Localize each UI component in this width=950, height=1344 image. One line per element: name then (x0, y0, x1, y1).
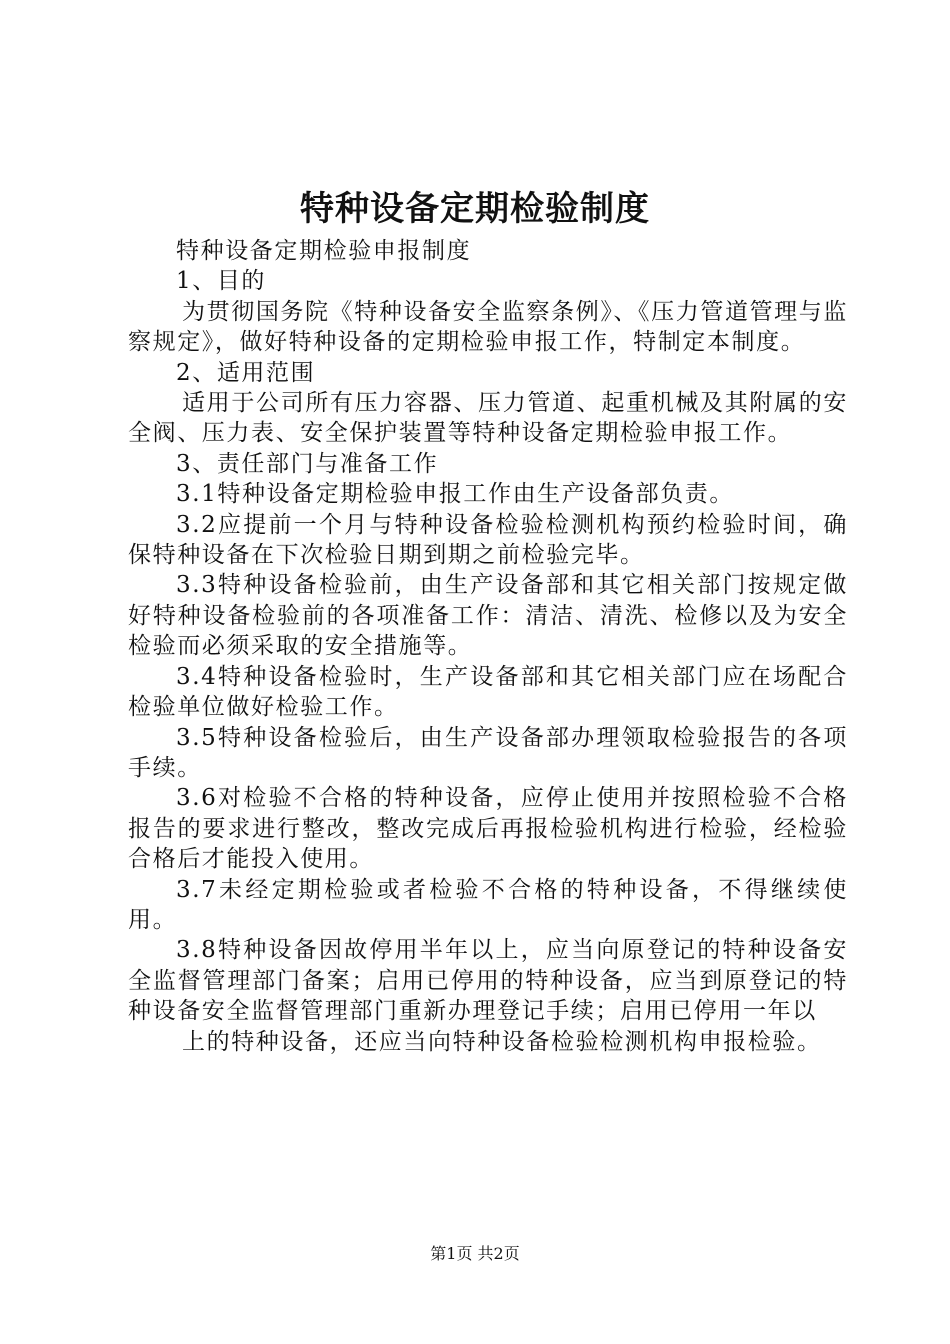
paragraph-scope: 适用于公司所有压力容器、压力管道、起重机械及其附属的安全阀、压力表、安全保护装置等特种设备定期检验申报工作。 (128, 390, 848, 447)
paragraph-3-3: 3.3特种设备检验前，由生产设备部和其它相关部门按规定做好特种设备检验前的各项准备工作：清洁、清洗、检修以及为安全检验而必须采取的安全措施等。 (128, 572, 848, 660)
paragraph-3-5: 3.5特种设备检验后，由生产设备部办理领取检验报告的各项手续。 (128, 724, 848, 781)
paragraph-3-6: 3.6对检验不合格的特种设备，应停止使用并按照检验不合格报告的要求进行整改，整改完成后再报检验机构进行检验，经检验合格后才能投入使用。 (128, 785, 848, 873)
paragraph-3-8: 3.8特种设备因故停用半年以上，应当向原登记的特种设备安全监督管理部门备案；启用已停用的特种设备，应当到原登记的特种设备安全监督管理部门重新办理登记手续；启用已停用一年以 (128, 937, 848, 1025)
paragraph-purpose: 为贯彻国务院《特种设备安全监察条例》、《压力管道管理与监察规定》，做好特种设备的定期检验申报工作，特制定本制度。 (128, 298, 848, 356)
document-body (128, 236, 848, 1057)
section-heading-scope: 2、适用范围 (176, 359, 316, 386)
paragraph-3-8-continued: 上的特种设备，还应当向特种设备检验检测机构申报检验。 (182, 1028, 822, 1055)
section-heading-responsibility: 3、责任部门与准备工作 (176, 450, 439, 477)
page-footer: 第1页 共2页 (430, 1244, 520, 1263)
document-title: 特种设备定期检验制度 (300, 189, 650, 229)
section-heading-purpose: 1、目的 (176, 268, 267, 295)
paragraph-3-1: 3.1特种设备定期检验申报工作由生产设备部负责。 (176, 481, 734, 508)
paragraph-subtitle: 特种设备定期检验申报制度 (176, 238, 472, 264)
paragraph-3-4: 3.4特种设备检验时，生产设备部和其它相关部门应在场配合检验单位做好检验工作。 (128, 663, 848, 721)
paragraph-3-7: 3.7未经定期检验或者检验不合格的特种设备，不得继续使用。 (128, 876, 848, 933)
paragraph-3-2: 3.2应提前一个月与特种设备检验检测机构预约检验时间，确保特种设备在下次检验日期到期之前检验完毕。 (128, 511, 848, 569)
